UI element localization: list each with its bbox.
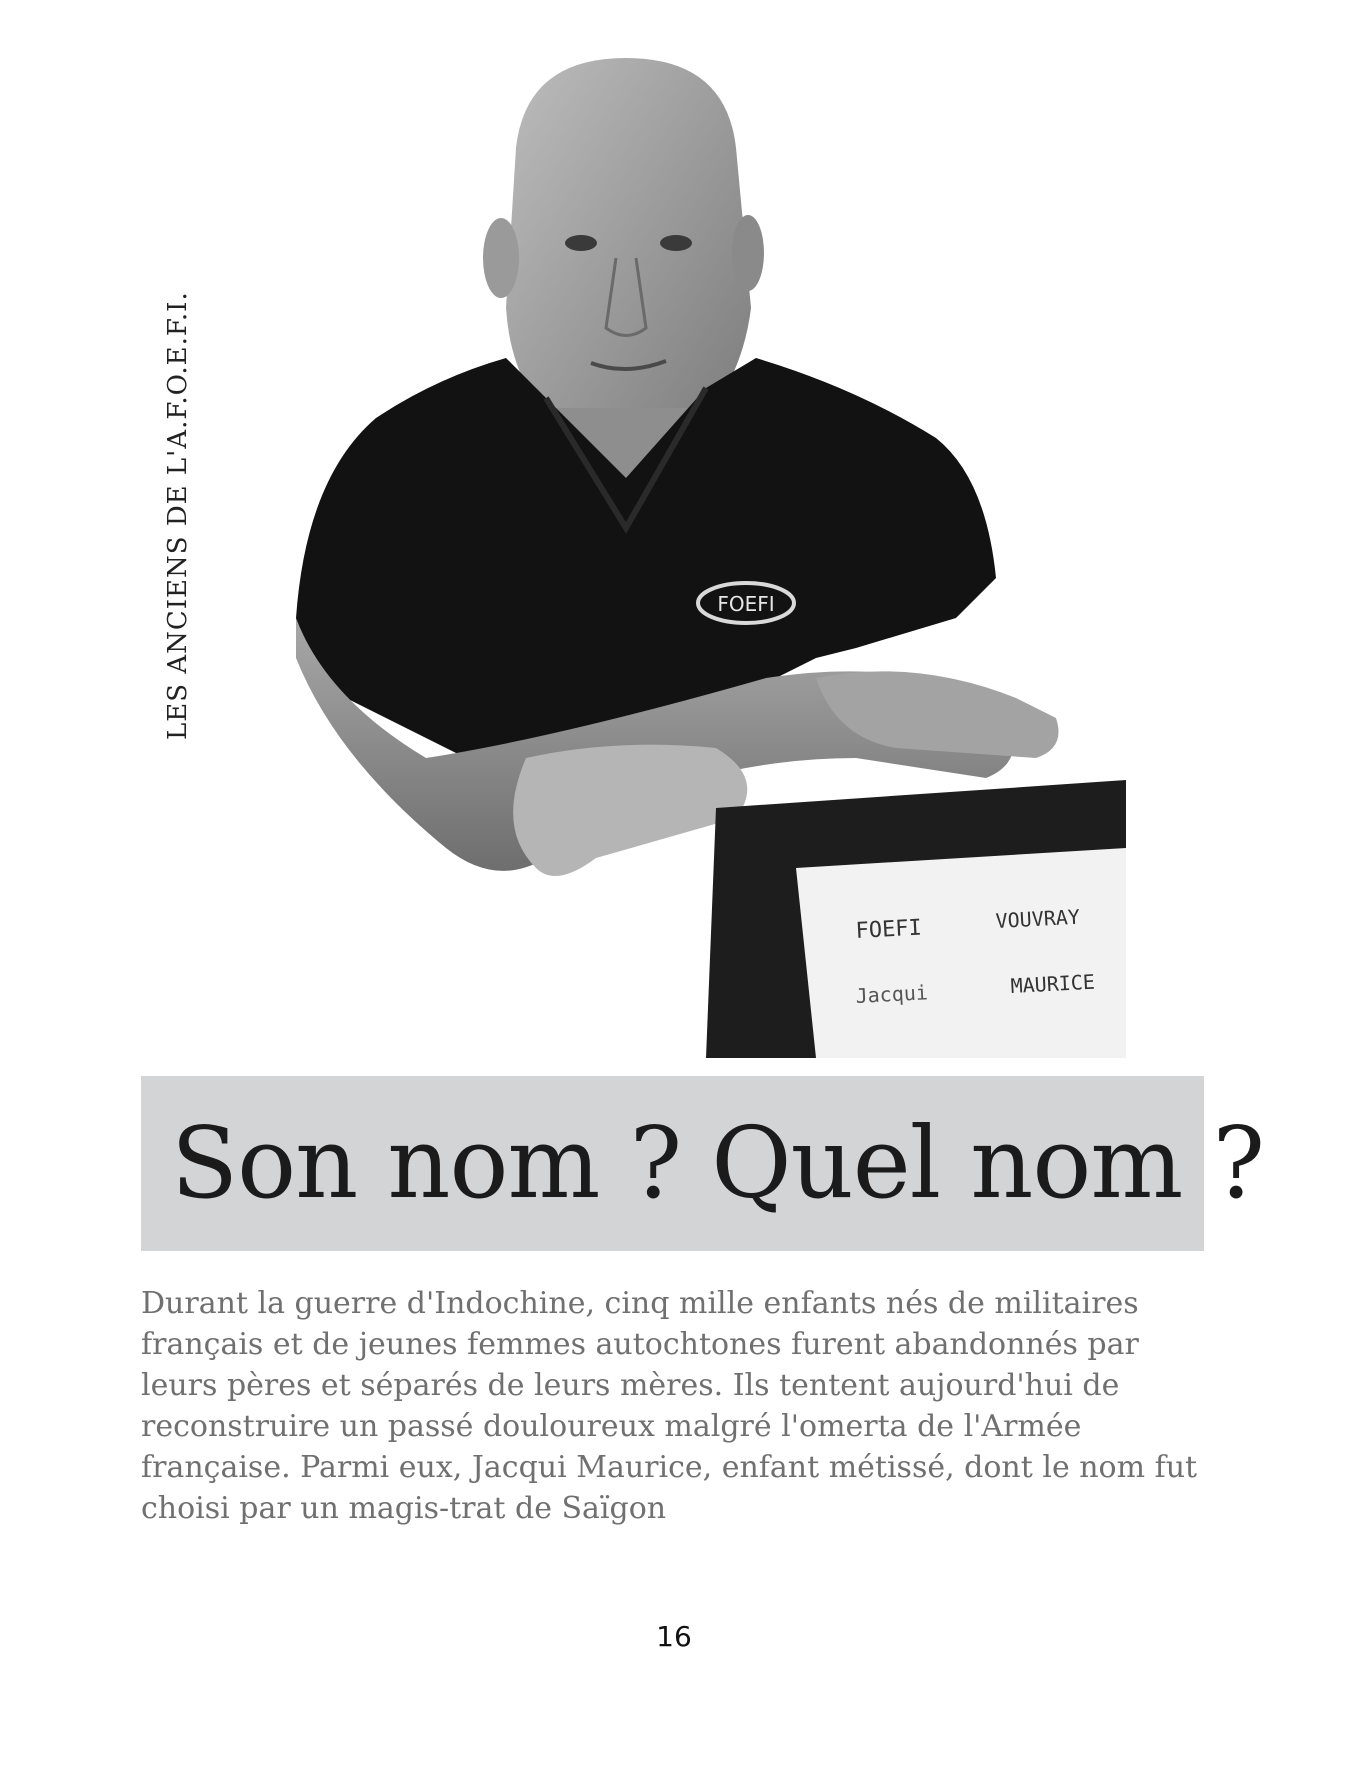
card-text-foefi: FOEFI [855,915,923,944]
shirt-logo-text: FOEFI [717,592,775,616]
page-number: 16 [656,1620,692,1653]
name-card [706,780,1126,1058]
section-label: LES ANCIENS DE L'A.F.O.E.F.I. [163,291,193,740]
article-lede: Durant la guerre d'Indochine, cinq mille enfants nés de militaires français et de jeunes femmes autochtones furent abandonnés par leurs pères et séparés de leurs mères. Ils tentent aujourd'hui de reconstruire un passé douloureux malgré l'omerta de l'Armée française. Parmi eux, Jacqui Maurice, enfant métissé, dont le nom fut choisi par un magis-trat de Saïgon [141,1286,1198,1526]
article-title: Son nom ? Quel nom ? [171,1107,1264,1221]
card-text-vouvray: VOUVRAY [995,904,1081,933]
portrait-photo [296,58,1273,1058]
card-text-maurice: MAURICE [1010,969,1096,998]
card-text-jacqui: Jacqui [855,980,929,1008]
title-band [141,1076,1264,1251]
